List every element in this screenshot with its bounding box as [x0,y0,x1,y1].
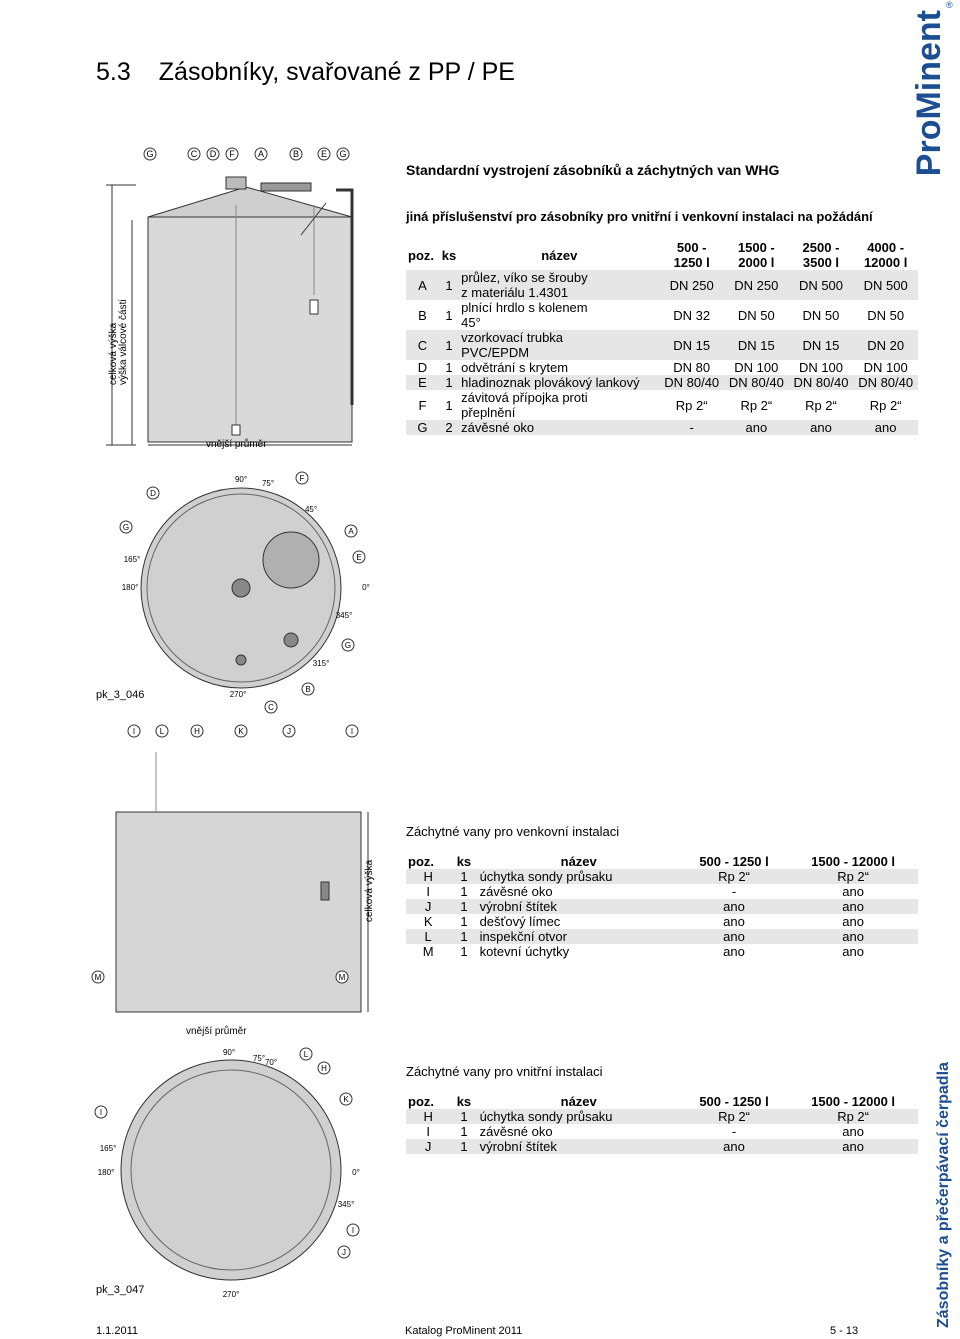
table-cell: DN 100 [798,360,844,375]
diagram-label: D [209,149,217,159]
sidebar-chapter-text: Zásobníky a přečerpávací čerpadla [935,1062,952,1328]
table-row [406,420,918,435]
table-cell: H [406,869,450,884]
diagram-label: L [303,1050,309,1059]
table-cell: název [560,854,597,869]
table-cell: Rp 2“ [740,397,773,413]
diagram-label: K [343,1095,349,1104]
table-cell: E [406,375,439,390]
table-row [406,899,918,914]
top-heading: Standardní vystrojení zásobníků a záchytných van WHG [406,162,780,178]
table-cell: DN 15 [789,330,854,360]
table-cell: - [731,1124,737,1139]
vat-diameter-label: vnější průměr [186,1026,247,1037]
indoor-heading: Záchytné vany pro vnitřní instalaci [406,1064,603,1079]
table-cell: DN 100 [734,360,779,375]
table-cell: 1 [450,869,477,884]
table-cell: 1500 - 2000 l [737,240,775,270]
diagram-label: I [132,727,136,736]
table-cell: kotevní úchytky [479,944,570,959]
table-cell: průlez, víko se šrouby z materiálu 1.4301 [459,270,659,300]
tank-elevation-diagram [96,145,406,470]
table-cell: ano [788,899,918,914]
table-cell: DN 80/40 [789,375,854,390]
sidebar-chapter [918,1040,958,1330]
table-cell: vzorkovací trubka PVC/EPDM [459,330,659,360]
table-cell: 1 [460,1124,468,1139]
table-cell: 1 [450,1109,477,1124]
table-cell: 1 [450,1139,477,1154]
table-cell: závěsné oko [479,1124,553,1139]
diagram-label: H [321,1064,327,1073]
table-cell: J [406,899,450,914]
plan-view-1 [96,470,396,715]
table-cell: výrobní štítek [478,899,680,914]
table-cell: DN 500 [853,270,918,300]
table-cell: dešťový límec [479,914,561,929]
table-cell: Rp 2“ [869,397,902,413]
diagram-label: K [238,727,244,736]
table-cell: - [659,420,724,435]
table-cell: J [406,1139,450,1154]
total-height-label: celková výška [108,322,119,385]
section-title: Zásobníky, svařované z PP / PE [158,58,515,86]
table-cell: inspekční otvor [478,929,680,944]
table-cell: B [418,307,427,323]
diagram-label: C [268,703,274,712]
table-cell: ano [723,944,745,959]
table-cell: 500 - 1250 l [673,240,710,270]
table-cell: 500 - 1250 l [699,854,769,869]
table-cell: 1 [439,375,459,390]
diagram-label: L [159,727,165,736]
diagram-label: 0° [362,583,370,592]
table-cell: H [406,1109,450,1124]
table-row [406,944,918,959]
table-cell: 1 [439,270,459,300]
table-cell: 2 [439,420,459,435]
table-cell: Rp 2“ [675,397,708,413]
table-cell: ano [789,420,854,435]
table-cell: Rp 2“ [805,397,837,413]
table-cell: ano [842,884,864,899]
plan-view-2 [96,1045,366,1305]
diagram-label: 90° [222,1048,236,1057]
table-cell: - [731,884,737,899]
table-row [406,929,918,944]
table-cell: ano [680,1139,788,1154]
diagram-label: 180° [121,583,139,592]
diagram-label: B [292,149,300,159]
cyl-height-label: výška válcové části [118,299,129,385]
diagram-label: M [338,973,346,982]
table-cell: ano [788,929,918,944]
table-cell: 1 [460,944,468,959]
diagram-label: D [150,489,156,498]
table-cell: název [541,247,578,263]
diagram-label: E [356,553,362,562]
logo-text: ProMinent [910,10,948,177]
table-cell: Rp 2“ [788,1109,918,1124]
brand-logo [910,0,958,177]
table-cell: C [406,330,439,360]
table-cell: ano [680,929,788,944]
footer-catalog: Katalog ProMinent 2011 [405,1325,523,1337]
diagram-label: E [320,149,328,159]
table-row [406,884,918,899]
table-cell: úchytka sondy průsaku [478,869,680,884]
vat-height-label: celková výška [364,859,375,922]
diagram-label: C [190,149,198,159]
table-header [406,854,918,869]
diagram-label: 90° [234,475,248,484]
diagram-label: 70° [264,1058,278,1067]
diagram-label: 315° [312,659,330,668]
top-subheading: jiná příslušenství pro zásobníky pro vnitřní i venkovní instalaci na požádání [406,209,873,224]
diagram-label: 75° [261,479,275,488]
table-cell: ano [680,899,788,914]
diagram-label: A [257,149,265,159]
table-cell: ano [853,420,918,435]
table-cell: 1 [445,360,453,375]
diagram-label: M [94,973,102,982]
vat-elevation-diagram [96,722,386,1047]
diagram-label: F [229,149,235,159]
table-cell: F [418,397,427,413]
table-row [406,375,918,390]
table-cell: I [426,884,430,899]
table-cell: poz. [408,854,434,869]
diagram-label: 270° [222,1290,240,1299]
table-cell: ano [842,914,864,929]
table-cell: M [422,944,434,959]
table-cell: DN 15 [659,330,724,360]
table-row [406,1139,918,1154]
table-cell: I [426,1124,430,1139]
diagram-label: 345° [335,611,353,620]
diagram-label: I [99,1108,103,1117]
diagram-label: 75° [252,1054,266,1063]
diagram-label: 165° [123,555,141,564]
table-cell: závěsné oko [479,884,553,899]
table-cell: 1 [460,884,468,899]
diagram-label: G [344,641,352,650]
diagram-label: J [342,1248,346,1257]
table-cell: DN 500 [789,270,854,300]
table-row [406,869,918,884]
top-table [406,240,918,435]
table-cell: 1 [439,330,459,360]
table-cell: DN 50 [802,307,840,323]
table-cell: 1500 - 12000 l [811,854,896,869]
diagram-label: 165° [99,1144,117,1153]
table-row [406,270,918,300]
table-cell: 1 [450,929,477,944]
table-cell: DN 80/40 [724,375,789,390]
table-cell: DN 15 [724,330,789,360]
table-cell: 1 [445,307,453,323]
diagram-label: 0° [352,1168,360,1177]
logo-mark: ® [946,0,953,10]
diagram-label: A [348,527,354,536]
diagram-label: B [305,685,311,694]
table-header [406,240,918,270]
footer-page: 5 - 13 [830,1325,859,1337]
diagram-label: 270° [229,690,247,699]
indoor-table [406,1094,918,1154]
table-cell: 1 [460,914,468,929]
diagram-label: I [351,1226,355,1235]
table-cell: ano [788,1139,918,1154]
diagram-label: H [194,727,200,736]
table-cell: DN 32 [673,307,711,323]
table-cell: název [560,1094,597,1109]
diagram-label: F [299,474,305,483]
table-cell: DN 20 [853,330,918,360]
diagram-label: 45° [304,505,318,514]
table-cell: ks [456,1094,472,1109]
table-cell: DN 250 [724,270,789,300]
table-cell: G [406,420,439,435]
table-cell: ano [724,420,789,435]
table-row [406,390,918,420]
table-cell: DN 80/40 [659,375,724,390]
table-cell: 500 - 1250 l [699,1094,769,1109]
table-cell: ks [456,854,472,869]
table-cell: DN 50 [737,307,775,323]
table-cell: ano [723,914,745,929]
table-cell: 4000 - 12000 l [863,240,908,270]
table-cell: úchytka sondy průsaku [478,1109,680,1124]
table-cell: Rp 2“ [680,1109,788,1124]
diagram-label: G [146,149,154,159]
table-cell: A [406,270,439,300]
table-cell: DN 50 [867,307,905,323]
table-cell: L [406,929,450,944]
table-cell: Rp 2“ [788,869,918,884]
table-cell: DN 80 [673,360,711,375]
table-cell: poz. [408,247,434,263]
table-cell: výrobní štítek [478,1139,680,1154]
diagram-label: G [122,523,130,532]
table-header [406,1094,918,1109]
table-cell: DN 250 [659,270,724,300]
table-cell: K [423,914,433,929]
section-number: 5.3 [96,58,131,86]
table-row [406,1109,918,1124]
diagram-label: G [339,149,347,159]
table-cell: Rp 2“ [680,869,788,884]
outdoor-heading: Záchytné vany pro venkovní instalaci [406,824,620,839]
table-row [406,330,918,360]
table-row [406,1124,918,1139]
table-cell: závěsné oko [459,420,659,435]
plan2-code: pk_3_047 [96,1284,145,1296]
table-cell: 2500 - 3500 l [802,240,840,270]
diagram-label: 180° [97,1168,115,1177]
table-cell: ano [842,944,864,959]
diagram-label: I [350,727,354,736]
table-cell: hladinoznak plovákový lankový [459,375,659,390]
table-cell: ano [842,1124,864,1139]
table-cell: D [417,360,428,375]
footer-date: 1.1.2011 [96,1325,139,1337]
table-cell: 1500 - 12000 l [811,1094,896,1109]
page-title [96,58,543,87]
table-cell: odvětrání s krytem [461,360,569,375]
table-row [406,300,918,330]
diagram-label: J [287,727,291,736]
table-cell: DN 100 [863,360,908,375]
table-cell: DN 80/40 [853,375,918,390]
table-cell: ks [441,247,457,263]
table-cell: závitová přípojka proti přeplnění [461,390,588,420]
outdoor-table [406,854,918,959]
diagram-label: 345° [337,1200,355,1209]
table-row [406,914,918,929]
table-cell: poz. [408,1094,434,1109]
table-cell: plnící hrdlo s kolenem 45° [461,300,588,330]
table-cell: 1 [450,899,477,914]
table-cell: 1 [445,397,453,413]
plan1-code: pk_3_046 [96,689,145,701]
table-row [406,360,918,375]
outer-diameter-label: vnější průměr [206,439,267,450]
